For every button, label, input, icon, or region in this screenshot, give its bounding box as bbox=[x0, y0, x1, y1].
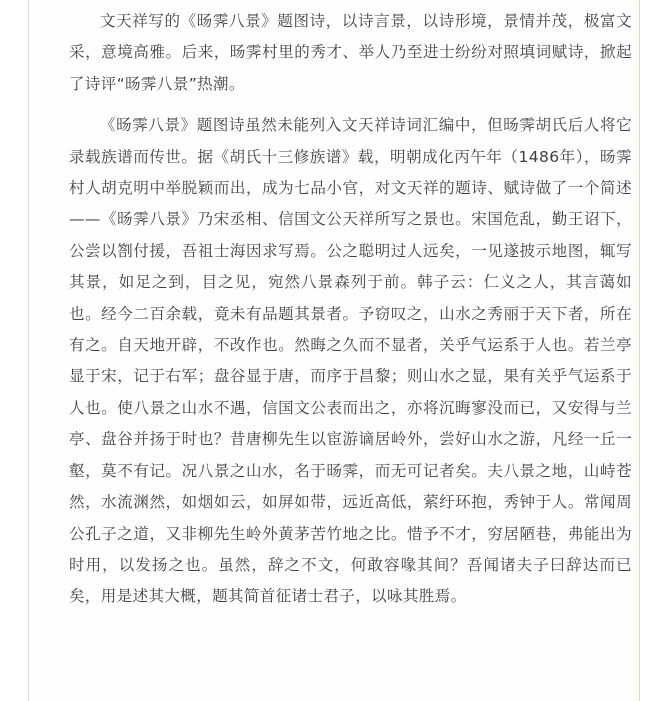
article-frame bbox=[28, 0, 640, 701]
paragraph-genealogy-record: 《旸霁八景》题图诗虽然未能列入文天祥诗词汇编中，但旸霁胡氏后人将它录载族谱而传世。据《胡氏十三修族谱》载，明朝成化丙午年（1486年），旸霁村人胡克明中举脱颖而出，成为七品小官，对文天祥的题诗、赋诗做了一个简述——《旸霁八景》乃宋丞相、信国文公天祥所写之景也。宋国危乱，勤王诏下，公尝以劄付援，吾祖士海因求写焉。公之聪明过人远矣，一见遂披示地图，辄写其景，如足之到，目之见，宛然八景森列于前。韩子云：仁义之人，其言蔼如也。经今二百余载，竟未有品题其景者。予窃叹之，山水之秀丽于天下者，所在有之。自天地开辟，不改作也。然晦之久而不显者，关乎气运系于人也。若兰亭显于宋，记于右军；盘谷显于唐，而序于昌黎；则山水之显，果有关乎气运系于人也。使八景之山水不遇，信国文公表而出之，亦将沉晦寥没而已，又安得与兰亭、盘谷并扬于时也？昔唐柳先生以宦游谪居岭外，尝好山水之游，凡经一丘一壑，莫不有记。况八景之山水，名于旸霁，而无可记者矣。夫八景之地，山峙苍然，水流渊然，如烟如云，如屏如带，远近高低，萦纡环抱，秀钟于人。常闻周公孔子之道，又非柳先生岭外黄茅苦竹地之比。惜予不才，穷居陋巷，弗能出为时用，以发扬之也。虽然，辞之不文，何敢容喙其间？吾闻诸夫子曰辞达而已矣，用是述其大概，题其简首征诸士君子，以咏其胜焉。 bbox=[69, 116, 632, 606]
article-body bbox=[69, 6, 632, 613]
paragraph-intro: 文天祥写的《旸霁八景》题图诗，以诗言景，以诗形境，景情并茂，极富文采，意境高雅。后来，旸霁村里的秀才、举人乃至进士纷纷对照填词赋诗，掀起了诗评“旸霁八景”热潮。 bbox=[69, 12, 632, 93]
